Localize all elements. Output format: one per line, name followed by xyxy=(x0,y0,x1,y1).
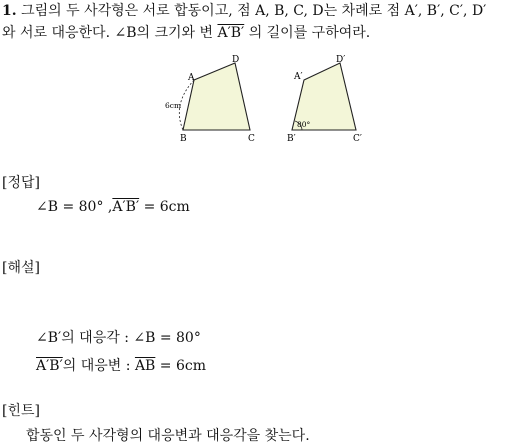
label-c-prime: C′ xyxy=(353,134,362,144)
label-d: D xyxy=(232,55,240,65)
label-a-prime: A′ xyxy=(294,72,303,82)
explanation-segment-2: $\overline{AB}$ xyxy=(134,358,156,374)
hint-text: 합동인 두 사각형의 대응변과 대응각을 찾는다. xyxy=(26,428,310,444)
explanation-line-2 xyxy=(36,355,206,375)
label-c: C xyxy=(248,134,255,144)
explanation-mid: 의 대응변 : xyxy=(62,358,135,374)
explanation-length: = 6cm xyxy=(155,358,206,374)
problem-line-2 xyxy=(2,22,370,42)
explanation-line-1: ∠B′의 대응각 : ∠B = 80° xyxy=(36,330,201,346)
label-a: A xyxy=(188,73,195,83)
explanation-segment-1: A′B′ xyxy=(36,358,63,374)
label-b: B xyxy=(180,134,187,144)
problem-text-2b: 의 길이를 구하여라. xyxy=(248,25,371,41)
label-angle-80: 80° xyxy=(297,120,311,129)
answer-angle: ∠B = 80° , xyxy=(36,199,113,215)
problem-number: 1. xyxy=(2,3,17,19)
problem-text-2a: 와 서로 대응한다. ∠B의 크기와 변 xyxy=(2,25,214,41)
congruent-quadrilaterals-figure xyxy=(160,52,380,147)
explanation-heading: [해설] xyxy=(2,260,40,276)
answer-segment: A′B′ xyxy=(112,199,140,215)
label-d-prime: D′ xyxy=(336,55,346,65)
problem-text-1: 그림의 두 사각형은 서로 합동이고, 점 A, B, C, D는 차례로 점 A′, B′, C′, D′ xyxy=(21,3,487,19)
problem-line-1 xyxy=(2,0,486,20)
answer-length: = 6cm xyxy=(139,199,190,215)
label-side-length: 6cm xyxy=(165,101,182,110)
hint-heading: [힌트] xyxy=(2,403,40,419)
answer-heading: [정답] xyxy=(2,175,40,191)
label-b-prime: B′ xyxy=(287,134,296,144)
answer-line xyxy=(36,199,190,215)
segment-a-prime-b-prime: A′B′ xyxy=(217,25,245,41)
